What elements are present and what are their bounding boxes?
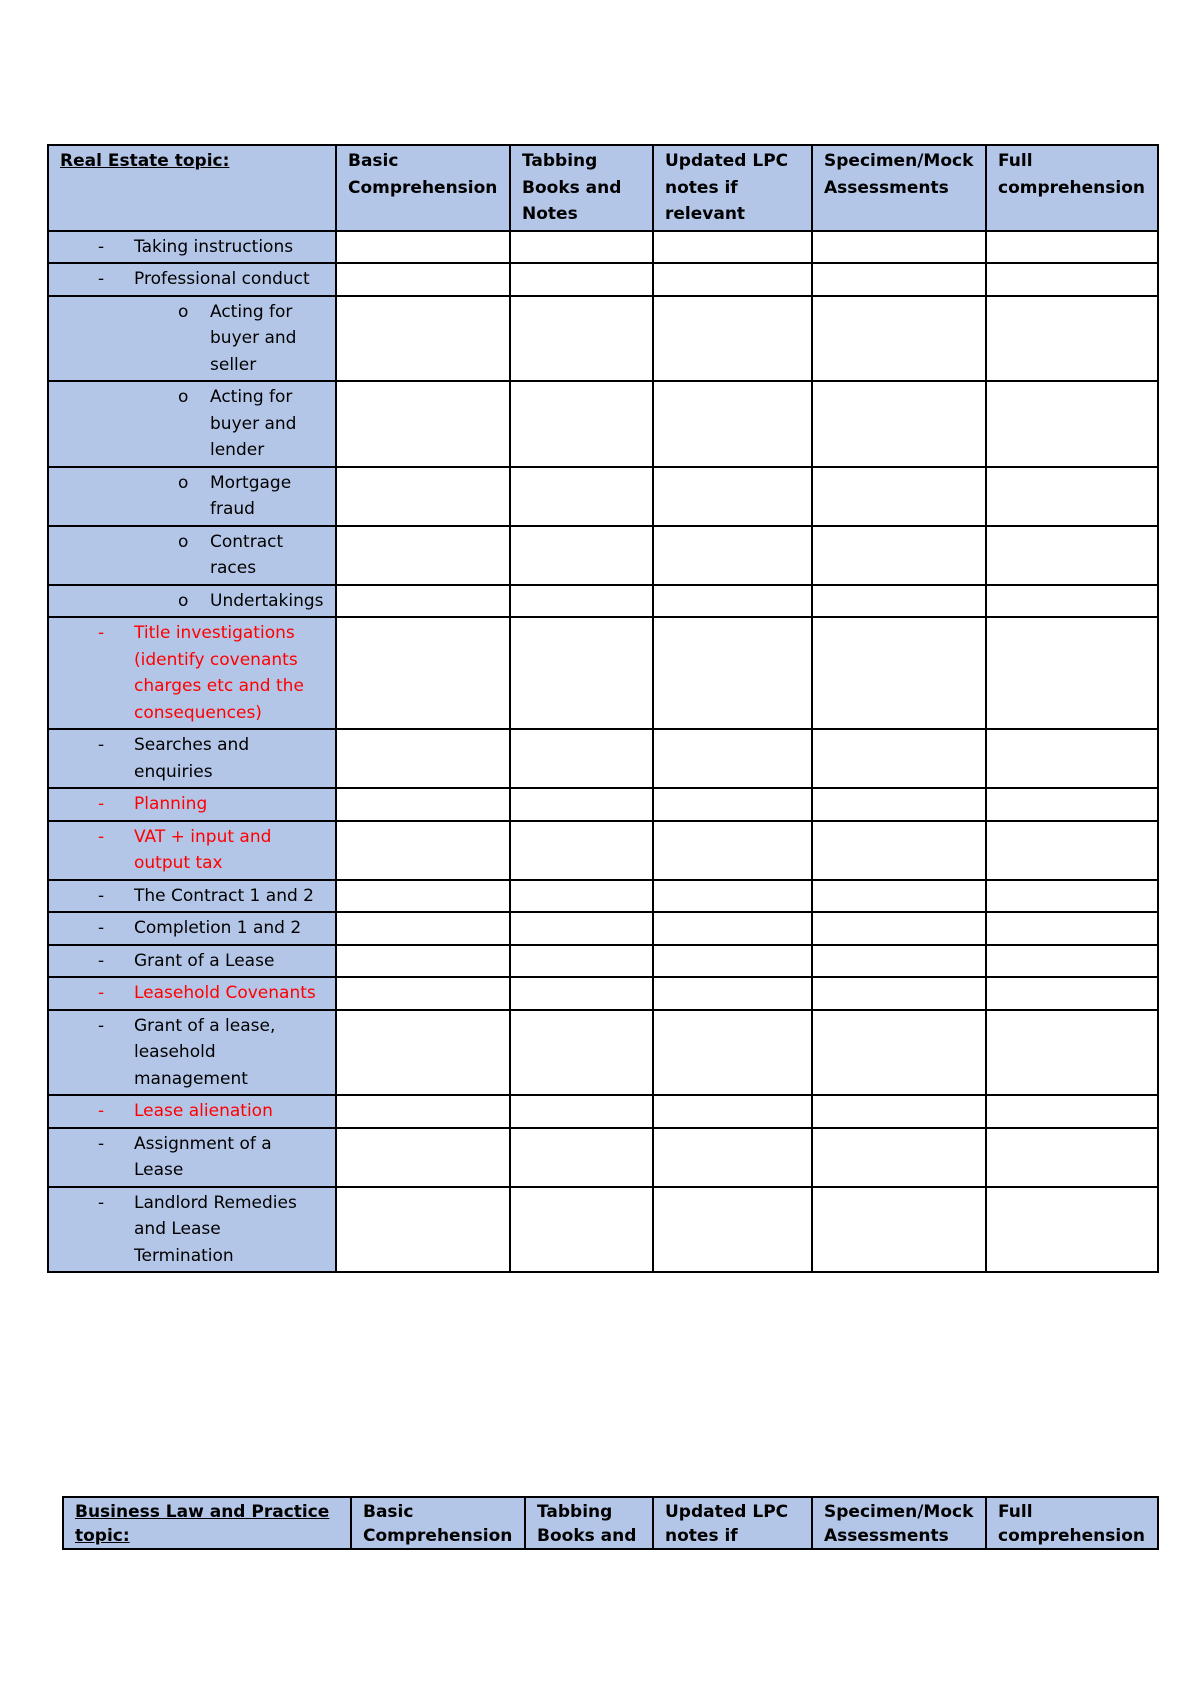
lpc-notes-cell[interactable] (653, 977, 812, 1010)
specimen-mock-cell[interactable] (812, 912, 986, 945)
dash-marker: - (98, 1192, 105, 1213)
specimen-mock-cell[interactable] (812, 945, 986, 978)
specimen-mock-cell[interactable] (812, 296, 986, 382)
tabbing-cell[interactable] (510, 585, 653, 618)
header-specimen-mock: Specimen/Mock Assessments (812, 1497, 986, 1549)
topic-cell (48, 231, 336, 264)
basic-comprehension-cell[interactable] (336, 1010, 510, 1096)
table-row (48, 912, 1158, 945)
topic-cell (48, 912, 336, 945)
tabbing-cell[interactable] (510, 263, 653, 296)
specimen-mock-cell[interactable] (812, 381, 986, 467)
table-row (48, 945, 1158, 978)
tabbing-cell[interactable] (510, 617, 653, 729)
tabbing-cell[interactable] (510, 467, 653, 526)
tabbing-cell[interactable] (510, 945, 653, 978)
topic-label: Completion 1 and 2 (134, 918, 302, 938)
basic-comprehension-cell[interactable] (336, 945, 510, 978)
lpc-notes-cell[interactable] (653, 1010, 812, 1096)
tabbing-cell[interactable] (510, 1010, 653, 1096)
table-row (48, 821, 1158, 880)
topic-label: Lease alienation (134, 1101, 273, 1121)
list-item (60, 824, 325, 877)
header-topic-label: Real Estate topic: (60, 151, 230, 171)
table-row (48, 381, 1158, 467)
table-row (48, 977, 1158, 1010)
full-comprehension-cell[interactable] (986, 1010, 1158, 1096)
full-comprehension-cell[interactable] (986, 467, 1158, 526)
specimen-mock-cell[interactable] (812, 1095, 986, 1128)
basic-comprehension-cell[interactable] (336, 467, 510, 526)
specimen-mock-cell[interactable] (812, 617, 986, 729)
topic-cell (48, 880, 336, 913)
table-row (48, 263, 1158, 296)
lpc-notes-cell[interactable] (653, 1095, 812, 1128)
list-item (60, 1013, 325, 1093)
real-estate-table (47, 144, 1159, 1273)
topic-label: Title investigations (identify covenants charges etc and the consequences) (134, 623, 304, 723)
lpc-notes-cell[interactable] (653, 1128, 812, 1187)
bullet-marker: o (178, 301, 189, 322)
basic-comprehension-cell[interactable] (336, 1128, 510, 1187)
list-item (60, 299, 325, 379)
table-row (48, 526, 1158, 585)
dash-marker: - (98, 826, 105, 847)
list-item (60, 266, 325, 293)
lpc-notes-cell[interactable] (653, 1187, 812, 1273)
tabbing-cell[interactable] (510, 1187, 653, 1273)
bullet-marker: o (178, 590, 189, 611)
topic-label: VAT + input and output tax (134, 826, 272, 873)
lpc-notes-cell[interactable] (653, 263, 812, 296)
lpc-notes-cell[interactable] (653, 231, 812, 264)
topic-cell (48, 821, 336, 880)
tabbing-cell[interactable] (510, 381, 653, 467)
table-row (48, 1095, 1158, 1128)
full-comprehension-cell[interactable] (986, 1128, 1158, 1187)
list-item (60, 620, 325, 726)
specimen-mock-cell[interactable] (812, 231, 986, 264)
lpc-notes-cell[interactable] (653, 945, 812, 978)
specimen-mock-cell[interactable] (812, 788, 986, 821)
topic-cell (48, 526, 336, 585)
list-item (60, 1131, 325, 1184)
tabbing-cell[interactable] (510, 526, 653, 585)
list-item (60, 234, 325, 261)
header-specimen-mock: Specimen/Mock Assessments (812, 145, 986, 231)
full-comprehension-cell[interactable] (986, 821, 1158, 880)
topic-cell (48, 381, 336, 467)
header-topic (63, 1497, 351, 1549)
lpc-notes-cell[interactable] (653, 729, 812, 788)
full-comprehension-cell[interactable] (986, 585, 1158, 618)
table-row (48, 617, 1158, 729)
bullet-marker: o (178, 531, 189, 552)
topic-cell (48, 788, 336, 821)
full-comprehension-cell[interactable] (986, 231, 1158, 264)
topic-cell (48, 977, 336, 1010)
dash-marker: - (98, 1015, 105, 1036)
table-row (48, 1187, 1158, 1273)
basic-comprehension-cell[interactable] (336, 880, 510, 913)
specimen-mock-cell[interactable] (812, 467, 986, 526)
full-comprehension-cell[interactable] (986, 526, 1158, 585)
table-row (48, 1128, 1158, 1187)
full-comprehension-cell[interactable] (986, 912, 1158, 945)
specimen-mock-cell[interactable] (812, 585, 986, 618)
dash-marker: - (98, 885, 105, 906)
table-row (48, 1010, 1158, 1096)
basic-comprehension-cell[interactable] (336, 263, 510, 296)
lpc-notes-cell[interactable] (653, 880, 812, 913)
table-row (48, 729, 1158, 788)
header-basic-comprehension: Basic Comprehension (336, 145, 510, 231)
lpc-notes-cell[interactable] (653, 467, 812, 526)
specimen-mock-cell[interactable] (812, 1128, 986, 1187)
basic-comprehension-cell[interactable] (336, 231, 510, 264)
tabbing-cell[interactable] (510, 729, 653, 788)
table-row (48, 880, 1158, 913)
topic-label: Taking instructions (134, 236, 294, 257)
lpc-notes-cell[interactable] (653, 788, 812, 821)
full-comprehension-cell[interactable] (986, 977, 1158, 1010)
topic-cell (48, 1128, 336, 1187)
table-row (48, 467, 1158, 526)
topic-label: Assignment of a Lease (134, 1133, 272, 1180)
header-row (63, 1497, 1158, 1549)
basic-comprehension-cell[interactable] (336, 788, 510, 821)
header-tabbing: Tabbing Books and Notes (510, 145, 653, 231)
full-comprehension-cell[interactable] (986, 296, 1158, 382)
header-full-comprehension: Full comprehension (986, 1497, 1158, 1549)
header-row (48, 145, 1158, 231)
header-basic-comprehension: Basic Comprehension (351, 1497, 525, 1549)
lpc-notes-cell[interactable] (653, 381, 812, 467)
list-item (60, 980, 325, 1007)
dash-marker: - (98, 623, 105, 643)
dash-marker: - (98, 236, 105, 257)
specimen-mock-cell[interactable] (812, 977, 986, 1010)
topic-label: Planning (134, 794, 208, 814)
topic-cell (48, 296, 336, 382)
list-item (60, 588, 325, 615)
full-comprehension-cell[interactable] (986, 788, 1158, 821)
topic-cell (48, 945, 336, 978)
basic-comprehension-cell[interactable] (336, 912, 510, 945)
dash-marker: - (98, 950, 105, 971)
list-item (60, 948, 325, 975)
topic-label: Landlord Remedies and Lease Termination (134, 1192, 297, 1266)
full-comprehension-cell[interactable] (986, 945, 1158, 978)
topic-label: Undertakings (210, 590, 324, 611)
header-full-comprehension: Full comprehension (986, 145, 1158, 231)
topic-label: Mortgage fraud (210, 472, 292, 519)
topic-label: Acting for buyer and lender (210, 387, 297, 460)
list-item (60, 915, 325, 942)
basic-comprehension-cell[interactable] (336, 1187, 510, 1273)
topic-cell (48, 585, 336, 618)
list-item (60, 1098, 325, 1125)
table-row (48, 585, 1158, 618)
specimen-mock-cell[interactable] (812, 1010, 986, 1096)
header-tabbing: Tabbing Books and (525, 1497, 653, 1549)
topic-cell (48, 729, 336, 788)
tabbing-cell[interactable] (510, 912, 653, 945)
specimen-mock-cell[interactable] (812, 880, 986, 913)
list-item (60, 470, 325, 523)
specimen-mock-cell[interactable] (812, 1187, 986, 1273)
lpc-notes-cell[interactable] (653, 296, 812, 382)
full-comprehension-cell[interactable] (986, 1187, 1158, 1273)
specimen-mock-cell[interactable] (812, 526, 986, 585)
dash-marker: - (98, 794, 105, 814)
specimen-mock-cell[interactable] (812, 821, 986, 880)
dash-marker: - (98, 269, 105, 289)
dash-marker: - (98, 983, 105, 1003)
topic-label: Acting for buyer and seller (210, 301, 297, 375)
lpc-notes-cell[interactable] (653, 617, 812, 729)
list-item (60, 791, 325, 818)
full-comprehension-cell[interactable] (986, 263, 1158, 296)
basic-comprehension-cell[interactable] (336, 1095, 510, 1128)
lpc-notes-cell[interactable] (653, 526, 812, 585)
bullet-marker: o (178, 472, 189, 493)
bullet-marker: o (178, 387, 189, 407)
tabbing-cell[interactable] (510, 231, 653, 264)
dash-marker: - (98, 1101, 105, 1121)
full-comprehension-cell[interactable] (986, 880, 1158, 913)
specimen-mock-cell[interactable] (812, 729, 986, 788)
table-row (48, 788, 1158, 821)
topic-label: The Contract 1 and 2 (134, 885, 314, 906)
specimen-mock-cell[interactable] (812, 263, 986, 296)
topic-label: Grant of a lease, leasehold management (134, 1015, 276, 1089)
basic-comprehension-cell[interactable] (336, 729, 510, 788)
full-comprehension-cell[interactable] (986, 1095, 1158, 1128)
table-row (48, 231, 1158, 264)
dash-marker: - (98, 918, 105, 938)
topic-cell (48, 467, 336, 526)
header-lpc-notes: Updated LPC notes if relevant (653, 145, 812, 231)
list-item (60, 883, 325, 910)
header-topic-label: Business Law and Practice topic: (75, 1502, 330, 1546)
table-row (48, 296, 1158, 382)
dash-marker: - (98, 1133, 105, 1154)
topic-cell (48, 263, 336, 296)
topic-label: Searches and enquiries (134, 735, 250, 782)
real-estate-table-body (48, 145, 1158, 1272)
topic-label: Leasehold Covenants (134, 983, 316, 1003)
list-item (60, 529, 325, 582)
header-lpc-notes: Updated LPC notes if (653, 1497, 812, 1549)
dash-marker: - (98, 735, 105, 755)
list-item (60, 384, 325, 464)
basic-comprehension-cell[interactable] (336, 381, 510, 467)
lpc-notes-cell[interactable] (653, 912, 812, 945)
header-topic (48, 145, 336, 231)
tabbing-cell[interactable] (510, 977, 653, 1010)
list-item (60, 732, 325, 785)
tabbing-cell[interactable] (510, 788, 653, 821)
tabbing-cell[interactable] (510, 1095, 653, 1128)
full-comprehension-cell[interactable] (986, 381, 1158, 467)
topic-label: Professional conduct (134, 269, 310, 289)
list-item (60, 1190, 325, 1270)
basic-comprehension-cell[interactable] (336, 296, 510, 382)
full-comprehension-cell[interactable] (986, 617, 1158, 729)
topic-label: Grant of a Lease (134, 950, 275, 971)
basic-comprehension-cell[interactable] (336, 585, 510, 618)
basic-comprehension-cell[interactable] (336, 977, 510, 1010)
business-law-table (62, 1496, 1159, 1550)
topic-cell (48, 1010, 336, 1096)
tabbing-cell[interactable] (510, 880, 653, 913)
basic-comprehension-cell[interactable] (336, 617, 510, 729)
basic-comprehension-cell[interactable] (336, 526, 510, 585)
topic-cell (48, 1095, 336, 1128)
basic-comprehension-cell[interactable] (336, 821, 510, 880)
full-comprehension-cell[interactable] (986, 729, 1158, 788)
topic-label: Contract races (210, 531, 284, 578)
tabbing-cell[interactable] (510, 1128, 653, 1187)
lpc-notes-cell[interactable] (653, 821, 812, 880)
topic-cell (48, 617, 336, 729)
tabbing-cell[interactable] (510, 296, 653, 382)
tabbing-cell[interactable] (510, 821, 653, 880)
lpc-notes-cell[interactable] (653, 585, 812, 618)
topic-cell (48, 1187, 336, 1273)
